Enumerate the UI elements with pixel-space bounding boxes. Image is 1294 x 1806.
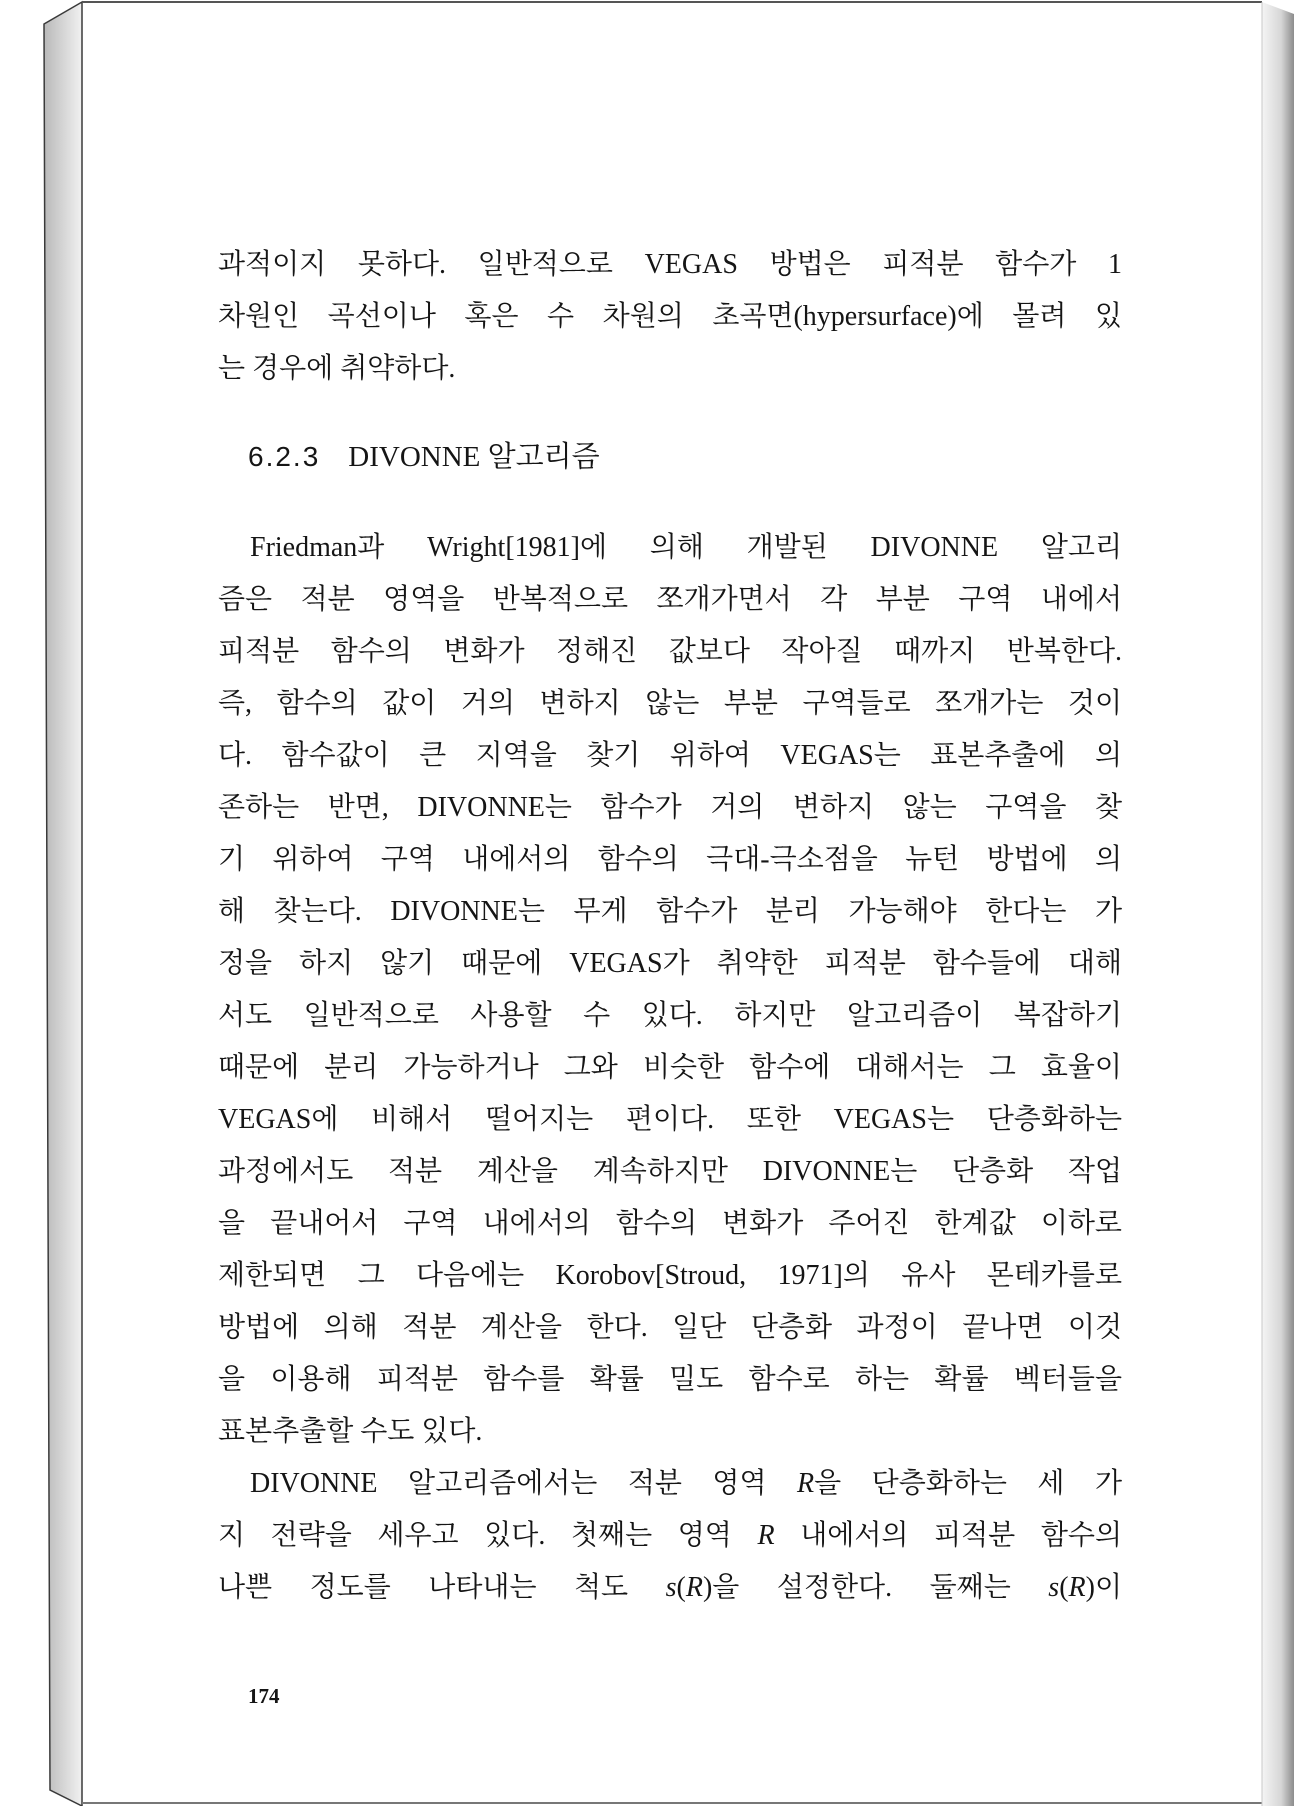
page-number: 174 [248,1684,280,1708]
line-text [250,1468,1122,1499]
text-segment: 내에서의 피적분 함수의 [774,1520,1122,1551]
text-line [218,1250,1122,1302]
line-text: 즉, 함수의 값이 거의 변하지 않는 부분 구역들로 쪼개가는 것이 [218,688,1122,719]
line-text: 즘은 적분 영역을 반복적으로 쪼개가면서 각 부분 구역 내에서 [218,584,1122,615]
line-text: 기 위하여 구역 내에서의 함수의 극대-극소점을 뉴턴 방법에 의 [218,844,1122,875]
text-line [218,1094,1122,1146]
line-text: 과정에서도 적분 계산을 계속하지만 DIVONNE는 단층화 작업 [218,1156,1122,1187]
text-line [218,886,1122,938]
math-variable: s [665,1572,677,1603]
line-text: 서도 일반적으로 사용할 수 있다. 하지만 알고리즘이 복잡하기 [218,1000,1122,1031]
line-text: 다. 함수값이 큰 지역을 찾기 위하여 VEGAS는 표본추출에 의 [218,740,1122,771]
text-line [218,990,1122,1042]
text-line [218,1562,1122,1614]
line-text: 표본추출할 수도 있다. [218,1416,483,1447]
line-text: 피적분 함수의 변화가 정해진 값보다 작아질 때까지 반복한다. [218,636,1122,667]
text-line [218,574,1122,626]
text-line [250,1458,1122,1510]
page-right-edge [1262,2,1294,1806]
text-line [218,678,1122,730]
line-text: 때문에 분리 가능하거나 그와 비슷한 함수에 대해서는 그 효율이 [218,1052,1122,1083]
text-line [218,938,1122,990]
line-text [218,1520,1122,1551]
math-variable: R [797,1468,815,1499]
text-segment: ( [676,1572,686,1603]
line-text: 존하는 반면, DIVONNE는 함수가 거의 변하지 않는 구역을 찾 [218,792,1122,823]
line-text: 차원인 곡선이나 혹은 수 차원의 초곡면(hypersurface)에 몰려 있 [218,301,1122,332]
section-number: 6.2.3 [248,441,321,472]
text-line [218,730,1122,782]
text-segment: DIVONNE 알고리즘에서는 적분 영역 [250,1468,798,1499]
line-text: 해 찾는다. DIVONNE는 무게 함수가 분리 가능해야 한다는 가 [218,896,1122,927]
text-line [218,1302,1122,1354]
text-line [250,522,1122,574]
line-text: 는 경우에 취약하다. [218,353,456,384]
text-line [218,782,1122,834]
line-text: 과적이지 못하다. 일반적으로 VEGAS 방법은 피적분 함수가 1 [218,249,1122,280]
line-text: 을 끝내어서 구역 내에서의 함수의 변화가 주어진 한계값 이하로 [218,1208,1122,1239]
text-segment: ( [1059,1572,1069,1603]
line-text: VEGAS에 비해서 떨어지는 편이다. 또한 VEGAS는 단층화하는 [218,1104,1122,1135]
line-text [218,1572,1122,1603]
text-line [218,291,1122,343]
text-segment: 지 전략을 세우고 있다. 첫째는 영역 [218,1520,758,1551]
text-line [218,239,1122,291]
math-variable: R [685,1572,703,1603]
text-line [218,1510,1122,1562]
text-segment: )을 설정한다. 둘째는 [702,1572,1049,1603]
text-line [218,834,1122,886]
text-line [218,343,1122,395]
book-spine [44,2,82,1806]
text-line [218,1042,1122,1094]
section-title: DIVONNE 알고리즘 [348,441,600,473]
line-text: Friedman과 Wright[1981]에 의해 개발된 DIVONNE 알고리 [250,532,1122,563]
line-text: 방법에 의해 적분 계산을 한다. 일단 단층화 과정이 끝나면 이것 [218,1312,1122,1343]
text-line [218,1198,1122,1250]
section-heading [248,431,600,483]
math-variable: R [757,1520,775,1551]
text-line [218,1354,1122,1406]
math-variable: s [1048,1572,1060,1603]
text-line [218,626,1122,678]
line-text: 을 이용해 피적분 함수를 확률 밀도 함수로 하는 확률 벡터들을 [218,1364,1122,1395]
text-line [218,1406,1122,1458]
text-segment: 나쁜 정도를 나타내는 척도 [218,1572,666,1603]
line-text: 제한되면 그 다음에는 Korobov[Stroud, 1971]의 유사 몬테카를로 [218,1260,1122,1291]
text-segment: )이 [1085,1572,1122,1603]
math-variable: R [1068,1572,1086,1603]
line-text: 정을 하지 않기 때문에 VEGAS가 취약한 피적분 함수들에 대해 [218,948,1122,979]
text-line [218,1146,1122,1198]
text-segment: 을 단층화하는 세 가 [814,1468,1122,1499]
